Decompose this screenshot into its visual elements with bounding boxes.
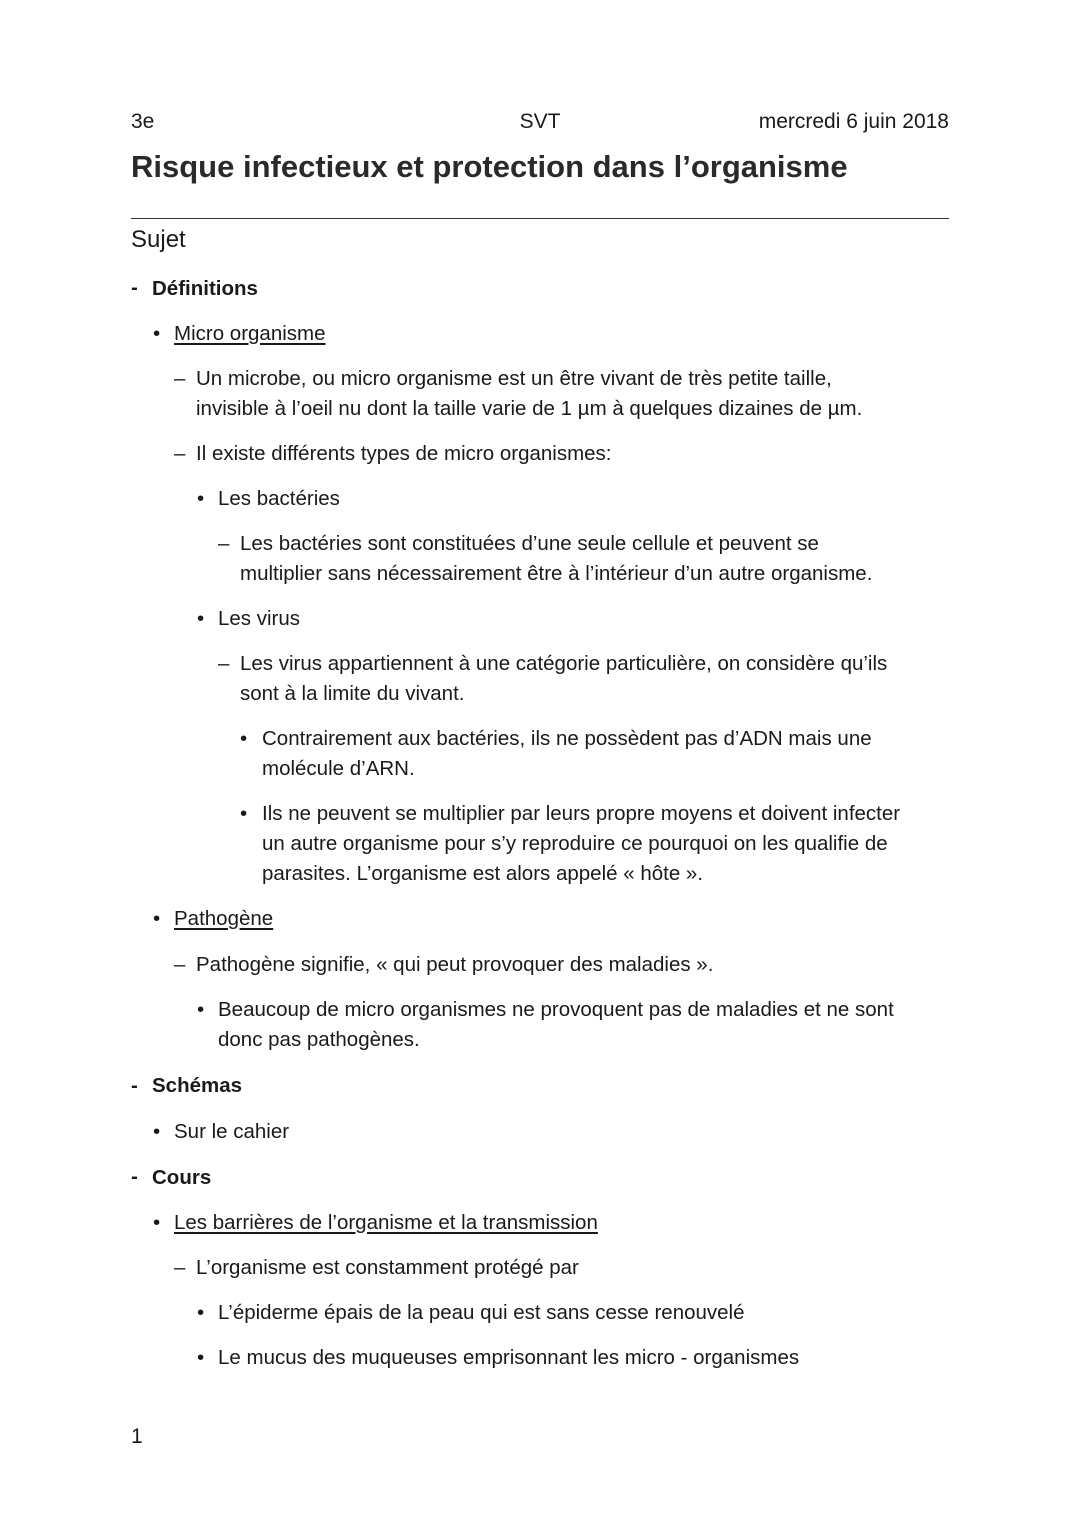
text-line: Les bactéries sont constituées d’une seule cellule et peuvent se bbox=[240, 532, 819, 555]
header-subject: SVT bbox=[519, 110, 561, 133]
title-divider bbox=[131, 218, 949, 219]
dash-marker: - bbox=[131, 1074, 138, 1097]
dash-marker: – bbox=[174, 1256, 186, 1279]
text-line: Les virus appartiennent à une catégorie particulière, on considère qu’ils bbox=[240, 652, 888, 675]
text-line: molécule d’ARN. bbox=[262, 757, 415, 780]
section-heading-cours: Cours bbox=[152, 1166, 212, 1189]
dash-marker: – bbox=[174, 442, 186, 465]
text-line: Ils ne peuvent se multiplier par leurs propre moyens et doivent infecter bbox=[262, 802, 901, 825]
list-item-bacteries: Les bactéries bbox=[218, 487, 340, 510]
text-line: Contrairement aux bactéries, ils ne possèdent pas d’ADN mais une bbox=[262, 727, 872, 750]
list-item: L’épiderme épais de la peau qui est sans cesse renouvelé bbox=[218, 1301, 745, 1324]
dash-marker: - bbox=[131, 276, 138, 299]
subheading-pathogene: Pathogène bbox=[174, 907, 274, 930]
text-line: multiplier sans nécessairement être à l’intérieur d’un autre organisme. bbox=[240, 562, 873, 585]
subject-heading: Sujet bbox=[131, 226, 186, 253]
section-heading-schemas: Schémas bbox=[152, 1074, 243, 1097]
text-line: Beaucoup de micro organismes ne provoquent pas de maladies et ne sont bbox=[218, 998, 894, 1021]
dash-marker: – bbox=[174, 367, 186, 390]
dash-marker: – bbox=[174, 953, 186, 976]
dash-marker: – bbox=[218, 532, 230, 555]
list-item: Le mucus des muqueuses emprisonnant les micro - organismes bbox=[218, 1346, 800, 1369]
page-title: Risque infectieux et protection dans l’organisme bbox=[131, 149, 848, 184]
bullet-marker: • bbox=[197, 1301, 205, 1324]
text-line: sont à la limite du vivant. bbox=[240, 682, 465, 705]
bullet-marker: • bbox=[240, 802, 248, 825]
text-line: donc pas pathogènes. bbox=[218, 1028, 420, 1051]
section-heading-definitions: Définitions bbox=[152, 277, 258, 300]
text-line: L’organisme est constamment protégé par bbox=[196, 1256, 579, 1279]
text-line: un autre organisme pour s’y reproduire ce pourquoi on les qualifie de bbox=[262, 832, 888, 855]
header-class: 3e bbox=[131, 110, 155, 133]
subheading-micro-organisme: Micro organisme bbox=[174, 322, 326, 345]
bullet-marker: • bbox=[240, 727, 248, 750]
bullet-marker: • bbox=[197, 487, 205, 510]
text-line: parasites. L’organisme est alors appelé « hôte ». bbox=[262, 862, 704, 885]
page-number: 1 bbox=[131, 1425, 143, 1448]
text-line: Il existe différents types de micro organismes: bbox=[196, 442, 612, 465]
list-item-virus: Les virus bbox=[218, 607, 301, 630]
text-line: invisible à l’oeil nu dont la taille varie de 1 µm à quelques dizaines de µm. bbox=[196, 397, 863, 420]
bullet-marker: • bbox=[153, 907, 161, 930]
list-item: Sur le cahier bbox=[174, 1120, 290, 1143]
dash-marker: - bbox=[131, 1165, 138, 1188]
text-line: Pathogène signifie, « qui peut provoquer des maladies ». bbox=[196, 953, 714, 976]
dash-marker: – bbox=[218, 652, 230, 675]
bullet-marker: • bbox=[197, 607, 205, 630]
bullet-marker: • bbox=[153, 1120, 161, 1143]
subheading-barrieres: Les barrières de l’organisme et la transmission bbox=[174, 1211, 598, 1234]
text-line: Un microbe, ou micro organisme est un être vivant de très petite taille, bbox=[196, 367, 832, 390]
bullet-marker: • bbox=[197, 1346, 205, 1369]
bullet-marker: • bbox=[153, 322, 161, 345]
bullet-marker: • bbox=[153, 1211, 161, 1234]
bullet-marker: • bbox=[197, 998, 205, 1021]
header-date: mercredi 6 juin 2018 bbox=[758, 110, 949, 133]
